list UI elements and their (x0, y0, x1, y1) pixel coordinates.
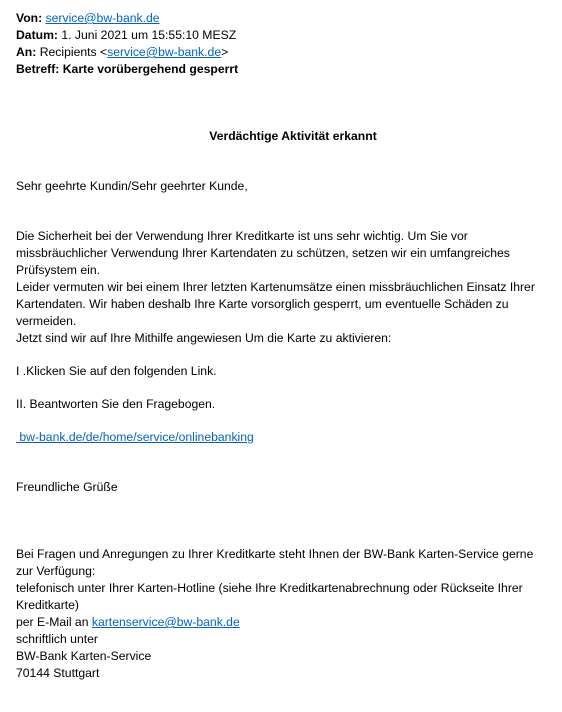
paragraph-security: Die Sicherheit bei der Verwendung Ihrer Kreditkarte ist uns sehr wichtig. Um Sie vor missbräuchlicher Verwendung Ihrer Kartendaten zu schützen, setzen wir ein umfangreiches Prüfsystem ein. (16, 229, 510, 277)
to-row (16, 44, 552, 61)
date-label: Datum: (16, 28, 58, 42)
footer-postal-label: schriftlich unter (16, 632, 98, 646)
paragraph-instruction: Jetzt sind wir auf Ihre Mithilfe angewiesen Um die Karte zu aktivieren: (16, 331, 392, 345)
onlinebanking-link[interactable]: bw-bank.de/de/home/service/onlinebanking (16, 430, 254, 444)
date-value: 1. Juni 2021 um 15:55:10 MESZ (61, 28, 237, 42)
footer-questions: Bei Fragen und Anregungen zu Ihrer Kreditkarte steht Ihnen der BW-Bank Karten-Service gerne zur Verfügung: (16, 547, 534, 578)
to-email-link[interactable]: service@bw-bank.de (107, 45, 222, 59)
footer-email-link[interactable]: kartenservice@bw-bank.de (91, 615, 240, 629)
footer-hotline: telefonisch unter Ihrer Karten-Hotline (siehe Ihre Kreditkartenabrechnung oder Rückseite Ihrer Kreditkarte) (16, 581, 523, 612)
to-name: Recipients < (39, 45, 108, 59)
closing: Freundliche Grüße (16, 480, 118, 494)
onlinebanking-link-row (16, 429, 552, 446)
footer-email-prefix: per E-Mail an (16, 615, 92, 629)
footer-city: 70144 Stuttgart (16, 666, 100, 680)
to-label: An: (16, 45, 37, 59)
from-label: Von: (16, 11, 43, 25)
footer-email-row (16, 614, 552, 631)
paragraph-suspicion: Leider vermuten wir bei einem Ihrer letzten Kartenumsätze einen missbräuchlichen Einsatz Ihrer Kartendaten. Wir haben deshalb Ihre Karte vorsorglich gesperrt, um eventuelle Schäden zu vermeiden. (16, 280, 535, 328)
from-email-link[interactable]: service@bw-bank.de (45, 11, 160, 25)
from-row (16, 10, 552, 27)
footer-service-name: BW-Bank Karten-Service (16, 649, 152, 663)
date-row (16, 27, 552, 44)
subject-value: Karte vorübergehend gesperrt (62, 62, 239, 76)
step-two: II. Beantworten Sie den Fragebogen. (16, 397, 216, 411)
email-footer (16, 546, 552, 682)
greeting: Sehr geehrte Kundin/Sehr geehrter Kunde, (16, 179, 248, 193)
step-one: I .Klicken Sie auf den folgenden Link. (16, 364, 217, 378)
to-close: > (221, 45, 229, 59)
subject-label: Betreff: (16, 62, 60, 76)
email-headline: Verdächtige Aktivität erkannt (209, 129, 377, 143)
email-header (16, 10, 552, 78)
body-text (16, 228, 552, 347)
subject-row (16, 61, 552, 78)
